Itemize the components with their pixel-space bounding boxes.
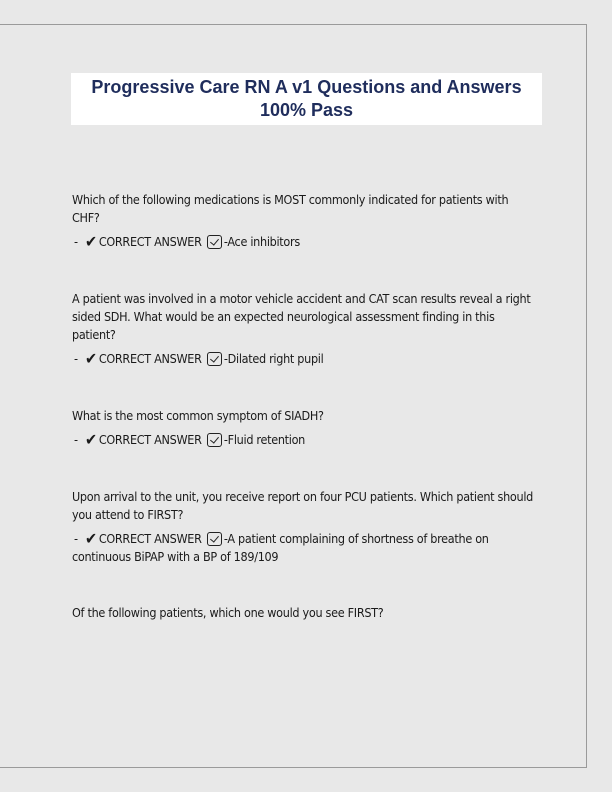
- answer-dash: -: [74, 351, 78, 366]
- question-text: Upon arrival to the unit, you receive report on four PCU patients. Which patient should you attend to FIRST?: [72, 489, 534, 522]
- question-text: Of the following patients, which one would you see FIRST?: [72, 605, 384, 620]
- check-mark-icon: ✔: [85, 232, 97, 251]
- page-title: Progressive Care RN A v1 Questions and Answers 100% Pass: [91, 77, 522, 120]
- qa-item: [72, 488, 534, 566]
- checked-box-icon: [207, 235, 222, 249]
- qa-item: [72, 191, 534, 251]
- answer-text: -Ace inhibitors: [223, 234, 300, 249]
- question-text: A patient was involved in a motor vehicle accident and CAT scan results reveal a right sided SDH. What would be an expected neurological assessment finding in this patient?: [72, 291, 531, 342]
- answer-line: [72, 350, 534, 368]
- answer-line: [72, 431, 534, 449]
- qa-item: [72, 290, 534, 368]
- answer-line: [72, 233, 534, 251]
- checked-box-icon: [207, 532, 222, 546]
- checked-box-icon: [207, 433, 222, 447]
- question-text: Which of the following medications is MOST commonly indicated for patients with CHF?: [72, 192, 509, 225]
- correct-answer-label: CORRECT ANSWER: [98, 432, 202, 447]
- checked-box-icon: [207, 352, 222, 366]
- check-mark-icon: ✔: [85, 529, 97, 548]
- title-banner: [71, 73, 542, 125]
- correct-answer-label: CORRECT ANSWER: [98, 234, 202, 249]
- qa-list: [72, 191, 534, 628]
- answer-text: -Dilated right pupil: [223, 351, 324, 366]
- check-mark-icon: ✔: [85, 349, 97, 368]
- document-page: [0, 24, 587, 768]
- answer-line: [72, 530, 534, 566]
- question-text: What is the most common symptom of SIADH?: [72, 408, 324, 423]
- qa-item: [72, 407, 534, 449]
- answer-dash: -: [74, 531, 78, 546]
- correct-answer-label: CORRECT ANSWER: [98, 351, 202, 366]
- correct-answer-label: CORRECT ANSWER: [98, 531, 202, 546]
- answer-text: -A patient complaining of shortness of breathe on continuous BiPAP with a BP of 189/109: [72, 531, 489, 564]
- answer-dash: -: [74, 432, 78, 447]
- answer-dash: -: [74, 234, 78, 249]
- answer-text: -Fluid retention: [223, 432, 305, 447]
- qa-item: [72, 604, 534, 622]
- check-mark-icon: ✔: [85, 430, 97, 449]
